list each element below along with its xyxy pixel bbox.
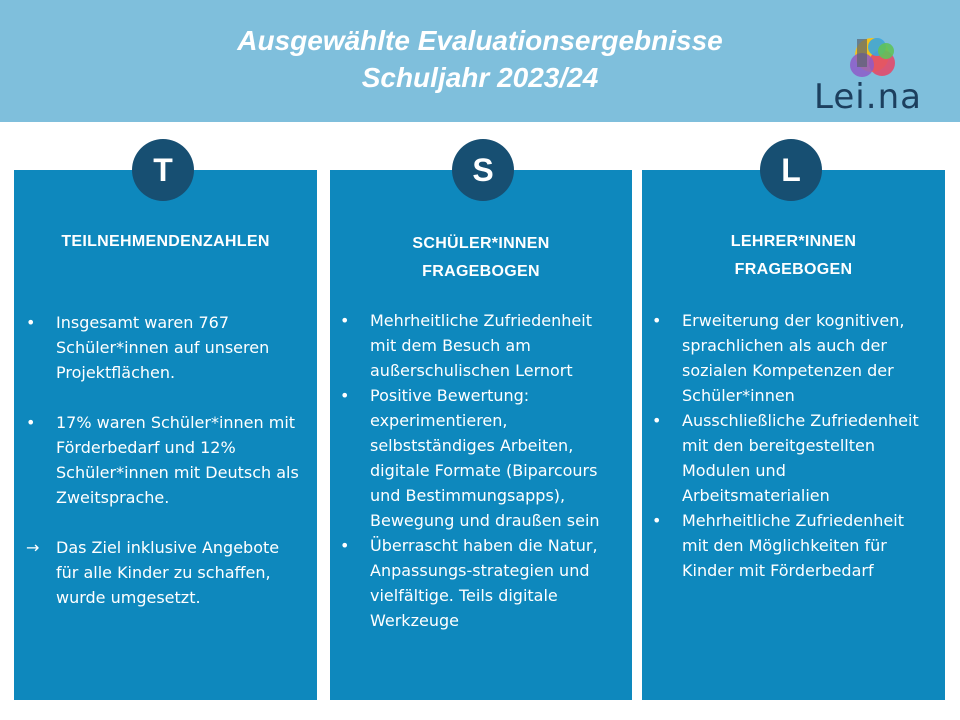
panel-teilnehmende <box>14 170 317 700</box>
bullet-marker: • <box>340 386 350 405</box>
list-item-text: Positive Bewertung: experimentieren, selbstständiges Arbeiten, digitale Formate (Biparcours und Bestimmungsapps), Bewegung und draußen sein <box>370 386 600 530</box>
bullet-marker: • <box>652 311 662 330</box>
list-item <box>26 410 302 510</box>
circle-badge-s: S <box>452 139 514 201</box>
panel-title-line-1: SCHÜLER*INNEN <box>412 235 550 252</box>
bullet-marker: • <box>652 511 662 530</box>
list-item <box>340 383 622 533</box>
list-item-text: Insgesamt waren 767 Schüler*innen auf unseren Projektflächen. <box>56 313 270 382</box>
list-item <box>26 310 302 385</box>
list-item-text: Mehrheitliche Zufriedenheit mit dem Besuch am außerschulischen Lernort <box>370 311 592 380</box>
list-item <box>340 533 622 633</box>
list-item <box>652 408 930 508</box>
leina-logo <box>812 33 924 117</box>
panel-schueler-fragebogen <box>330 170 632 700</box>
list-item <box>340 308 622 383</box>
title-line-2: Schuljahr 2023/24 <box>361 62 599 93</box>
panel-title-line-1: LEHRER*INNEN <box>730 233 857 250</box>
panel-title-line-1: TEILNEHMENDENZAHLEN <box>61 233 270 250</box>
panel-title-line-2: FRAGEBOGEN <box>422 263 540 280</box>
panel-title-line-2: FRAGEBOGEN <box>734 261 853 278</box>
slide-title <box>80 22 880 96</box>
list-item-text: Überrascht haben die Natur, Anpassungs-strategien und vielfältige. Teils digitale Werkzeuge <box>370 536 598 630</box>
bullet-marker: • <box>652 411 662 430</box>
panel-list <box>340 308 622 633</box>
list-item-text: Das Ziel inklusive Angebote für alle Kinder zu schaffen, wurde umgesetzt. <box>56 538 280 607</box>
panel-lehrer-fragebogen <box>642 170 945 700</box>
bullet-marker: • <box>26 313 36 332</box>
list-item <box>652 308 930 408</box>
list-item-text: Erweiterung der kognitiven, sprachlichen als auch der sozialen Kompetenzen der Schüler*innen <box>682 311 905 405</box>
panel-list <box>26 310 302 610</box>
panel-title <box>14 228 317 256</box>
list-item <box>26 535 302 610</box>
panel-title <box>330 230 632 286</box>
panel-list <box>652 308 930 583</box>
bullet-marker: • <box>340 311 350 330</box>
bullet-marker: • <box>26 413 36 432</box>
header-banner <box>0 0 960 122</box>
list-item-text: Mehrheitliche Zufriedenheit mit den Möglichkeiten für Kinder mit Förderbedarf <box>682 511 904 580</box>
logo-wordmark: Lei.na <box>814 77 922 117</box>
panel-title <box>642 228 945 284</box>
bullet-marker: • <box>340 536 350 555</box>
list-item-text: 17% waren Schüler*innen mit Förderbedarf und 12% Schüler*innen mit Deutsch als Zweitsprache. <box>56 413 299 507</box>
arrow-marker-icon: → <box>26 538 40 557</box>
list-item-text: Ausschließliche Zufriedenheit mit den bereitgestellten Modulen und Arbeitsmaterialien <box>682 411 919 505</box>
circle-badge-t: T <box>132 139 194 201</box>
list-item <box>652 508 930 583</box>
circle-badge-l: L <box>760 139 822 201</box>
title-line-1: Ausgewählte Evaluationsergebnisse <box>237 25 723 56</box>
